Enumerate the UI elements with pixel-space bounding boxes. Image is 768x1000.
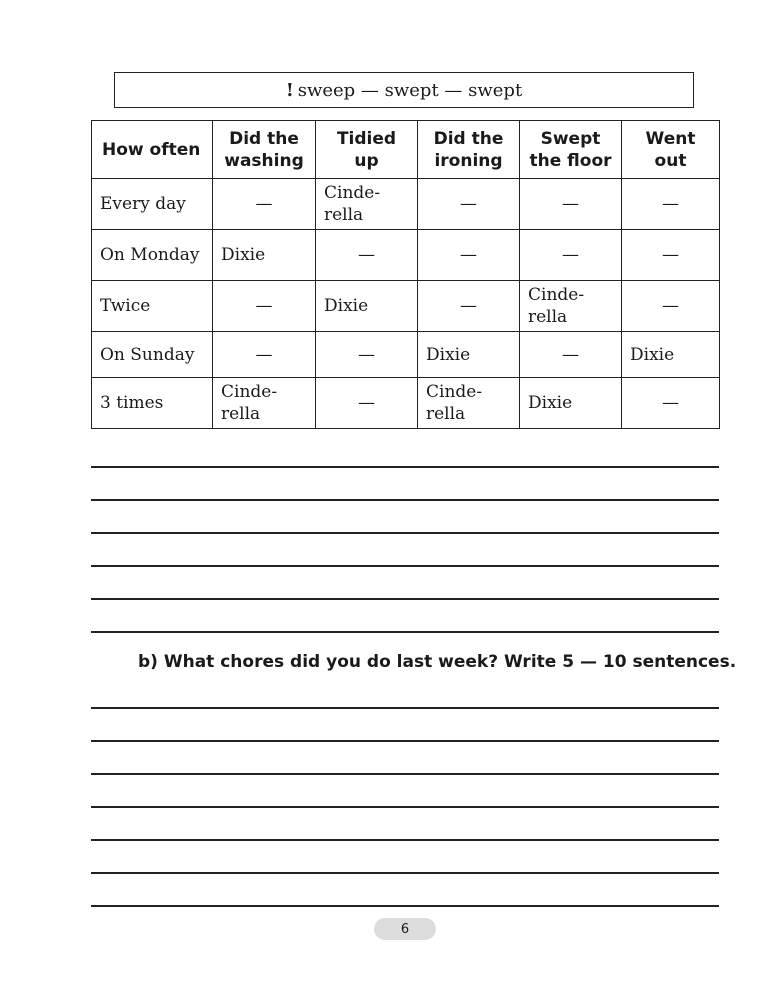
table-cell: — (418, 281, 520, 332)
table-row (92, 230, 720, 281)
verb-forms-text: sweep — swept — swept (297, 79, 523, 101)
task-b-instruction: b) What chores did you do last week? Write 5 — 10 sentences. (138, 652, 737, 672)
table-row-label: Every day (92, 179, 213, 230)
exclamation-mark: ! (285, 79, 294, 101)
writing-line[interactable] (91, 598, 719, 600)
table-row-label: Twice (92, 281, 213, 332)
table-cell: — (622, 230, 720, 281)
writing-line[interactable] (91, 631, 719, 633)
table-cell: — (622, 179, 720, 230)
header-did-the-ironing: Did the ironing (418, 121, 520, 179)
chores-table (91, 120, 720, 429)
table-cell: — (213, 179, 316, 230)
page-number: 6 (374, 918, 436, 940)
table-cell: Cinde-rella (520, 281, 622, 332)
table-cell: — (316, 230, 418, 281)
table-row (92, 332, 720, 378)
table-cell: — (622, 378, 720, 429)
writing-line[interactable] (91, 905, 719, 907)
table-cell: — (316, 378, 418, 429)
table-row (92, 179, 720, 230)
writing-line[interactable] (91, 839, 719, 841)
header-how-often: How often (92, 121, 213, 179)
table-cell: Dixie (316, 281, 418, 332)
writing-line[interactable] (91, 466, 719, 468)
table-cell: Dixie (213, 230, 316, 281)
header-went-out: Went out (622, 121, 720, 179)
table-row (92, 281, 720, 332)
table-cell: — (316, 332, 418, 378)
table-row-label: On Monday (92, 230, 213, 281)
header-tidied-up: Tidied up (316, 121, 418, 179)
table-cell: Dixie (418, 332, 520, 378)
table-cell: — (520, 230, 622, 281)
table-cell: Dixie (520, 378, 622, 429)
table-cell: Cinde-rella (316, 179, 418, 230)
header-swept-the-floor: Swept the floor (520, 121, 622, 179)
table-header-row (92, 121, 720, 179)
table-cell: — (418, 179, 520, 230)
table-cell: Dixie (622, 332, 720, 378)
writing-line[interactable] (91, 740, 719, 742)
verb-forms-note (114, 72, 694, 108)
table-row-label: On Sunday (92, 332, 213, 378)
writing-line[interactable] (91, 499, 719, 501)
writing-line[interactable] (91, 872, 719, 874)
writing-line[interactable] (91, 707, 719, 709)
header-did-the-washing: Did the washing (213, 121, 316, 179)
writing-line[interactable] (91, 806, 719, 808)
table-cell: Cinde-rella (418, 378, 520, 429)
table-cell: — (213, 332, 316, 378)
writing-line[interactable] (91, 565, 719, 567)
table-row-label: 3 times (92, 378, 213, 429)
writing-line[interactable] (91, 773, 719, 775)
table-cell: — (520, 332, 622, 378)
table-cell: — (213, 281, 316, 332)
table-row (92, 378, 720, 429)
table-cell: — (418, 230, 520, 281)
table-cell: Cinde-rella (213, 378, 316, 429)
table-cell: — (520, 179, 622, 230)
writing-line[interactable] (91, 532, 719, 534)
table-cell: — (622, 281, 720, 332)
